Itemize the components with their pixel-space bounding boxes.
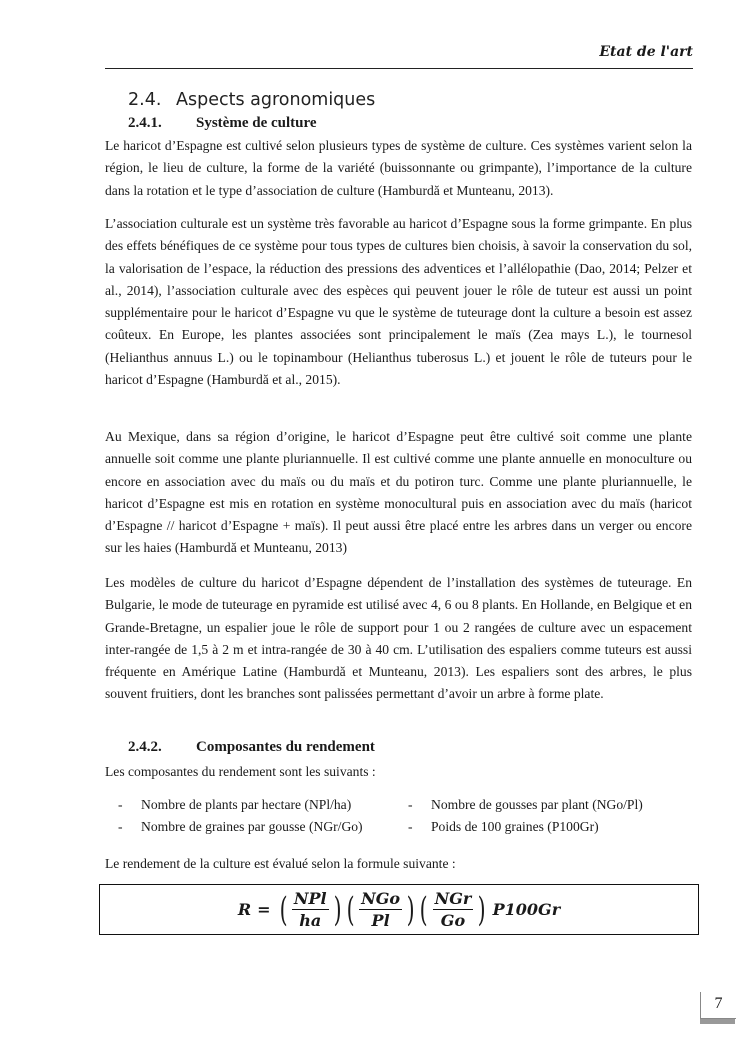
section-title: Aspects agronomiques	[176, 90, 376, 110]
numerator: NPl	[293, 889, 327, 908]
paragraph-text: Les composantes du rendement sont les suivants :	[105, 764, 376, 779]
header-rule	[105, 68, 693, 69]
list-item-text: Nombre de gousses par plant (NGo/Pl)	[431, 797, 643, 812]
numerator: NGo	[361, 889, 401, 908]
list-item	[118, 816, 408, 838]
components-list	[118, 794, 698, 838]
denominator: Go	[440, 911, 466, 930]
subsection-title: Composantes du rendement	[196, 739, 375, 755]
fraction-ngr-go	[433, 889, 474, 930]
formula-lhs: R	[237, 900, 252, 919]
yield-formula	[99, 884, 699, 935]
open-paren: (	[419, 889, 428, 930]
close-paren: )	[333, 889, 342, 930]
denominator: ha	[299, 911, 322, 930]
close-paren: )	[477, 889, 486, 930]
formula-p100gr: P100Gr	[492, 900, 561, 919]
running-header: Etat de l'art	[599, 44, 693, 60]
paragraph-text: Le haricot d’Espagne est cultivé selon plusieurs types de système de culture. Ces systèmes varient selon la région, le lieu de culture, la forme de la variété (buissonnante ou grimpante), l’importance de la culture dans la rotation et le type d’association de culture (Hamburdă et Munteanu, 2013).	[105, 138, 692, 198]
formula-intro	[105, 853, 692, 875]
paragraph-text: Au Mexique, dans sa région d’origine, le haricot d’Espagne peut être cultivé soit comme une plante annuelle soit comme une plante pluriannuelle. Il est cultivé comme une plante annuelle en monoculture ou encore en association avec du maïs ou du maïs et du potiron turc. Comme une plante pluriannuelle, le haricot d’Espagne est mis en rotation en système monocultural puis en association avec du maïs (haricot d’Espagne // haricot d’Espagne + maïs). Il peut aussi être placé entre les arbres dans un verger ou encore sur les haies (Hamburdă et Munteanu, 2013)	[105, 429, 692, 556]
numerator: NGr	[434, 889, 472, 908]
subsection-heading-2-4-2	[128, 739, 375, 756]
list-row	[118, 794, 698, 816]
subsection-number: 2.4.2.	[128, 739, 162, 755]
list-item-text: Nombre de graines par gousse (NGr/Go)	[141, 819, 363, 834]
paragraph-text: Les modèles de culture du haricot d’Espagne dépendent de l’installation des systèmes de tuteurage. En Bulgarie, le mode de tuteurage en pyramide est utilisé avec 4, 6 ou 8 plants. En Hollande, en Belgique et en Grande-Bretagne, un espalier joue le rôle de support pour 1 ou 2 rangées de culture avec un espacement inter-rangée de 1,5 à 2 m et intra-rangée de 30 à 40 cm. L’utilisation des espaliers comme tuteurs est aussi fréquente en Amérique Latine (Hamburdă et Munteanu, 2013). Les espaliers sont des arbres, le plus souvent fruitiers, dont les branches sont palissées permettant d’avoir un arbre à forme plate.	[105, 575, 692, 702]
close-paren: )	[406, 889, 415, 930]
open-paren: (	[279, 889, 288, 930]
list-item-text: Poids de 100 graines (P100Gr)	[431, 819, 599, 834]
list-item-text: Nombre de plants par hectare (NPl/ha)	[141, 797, 352, 812]
paragraph-4	[105, 572, 692, 706]
bullet-dash: -	[118, 797, 123, 812]
open-paren: (	[346, 889, 355, 930]
denominator: Pl	[371, 911, 390, 930]
formula-equals: =	[257, 900, 271, 919]
paragraph-1	[105, 135, 692, 202]
bullet-dash: -	[408, 819, 413, 834]
page-number-bar	[700, 1019, 735, 1024]
fraction-npl-ha	[292, 889, 329, 930]
fraction-ngo-pl	[359, 889, 402, 930]
list-item	[408, 794, 698, 816]
page-number: 7	[700, 992, 736, 1019]
list-row	[118, 816, 698, 838]
paragraph-text: L’association culturale est un système très favorable au haricot d’Espagne sous la forme grimpante. En plus des effets bénéfiques de ce système pour tous types de cultures bien choisis, à savoir la conservation du sol, la valorisation de l’espace, la réduction des pressions des adventices et l’allélopathie (Dao, 2014; Pelzer et al., 2014), l’association culturale avec des espèces qui peuvent jouer le rôle de tuteur est aussi un point supplémentaire pour le haricot d’Espagne vu que le système de tuteurage dont la culture a besoin est assez coûteux. En Europe, les plantes associées sont principalement le maïs (Zea mays L.), le tournesol (Helianthus annuus L.) ou le topinambour (Helianthus tuberosus L.) et jouent le rôle de tuteurs pour le haricot d’Espagne (Hamburdă et al., 2015).	[105, 216, 692, 388]
bullet-dash: -	[118, 819, 123, 834]
list-item	[408, 816, 698, 838]
paragraph-2	[105, 213, 692, 391]
subsection-heading-2-4-1	[128, 115, 317, 132]
bullet-dash: -	[408, 797, 413, 812]
section-number: 2.4.	[128, 90, 162, 110]
paragraph-text: Le rendement de la culture est évalué selon la formule suivante :	[105, 856, 456, 871]
components-intro	[105, 761, 692, 783]
section-heading-2-4	[128, 90, 375, 110]
list-item	[118, 794, 408, 816]
paragraph-3	[105, 426, 692, 560]
subsection-number: 2.4.1.	[128, 115, 162, 131]
subsection-title: Système de culture	[196, 115, 317, 131]
